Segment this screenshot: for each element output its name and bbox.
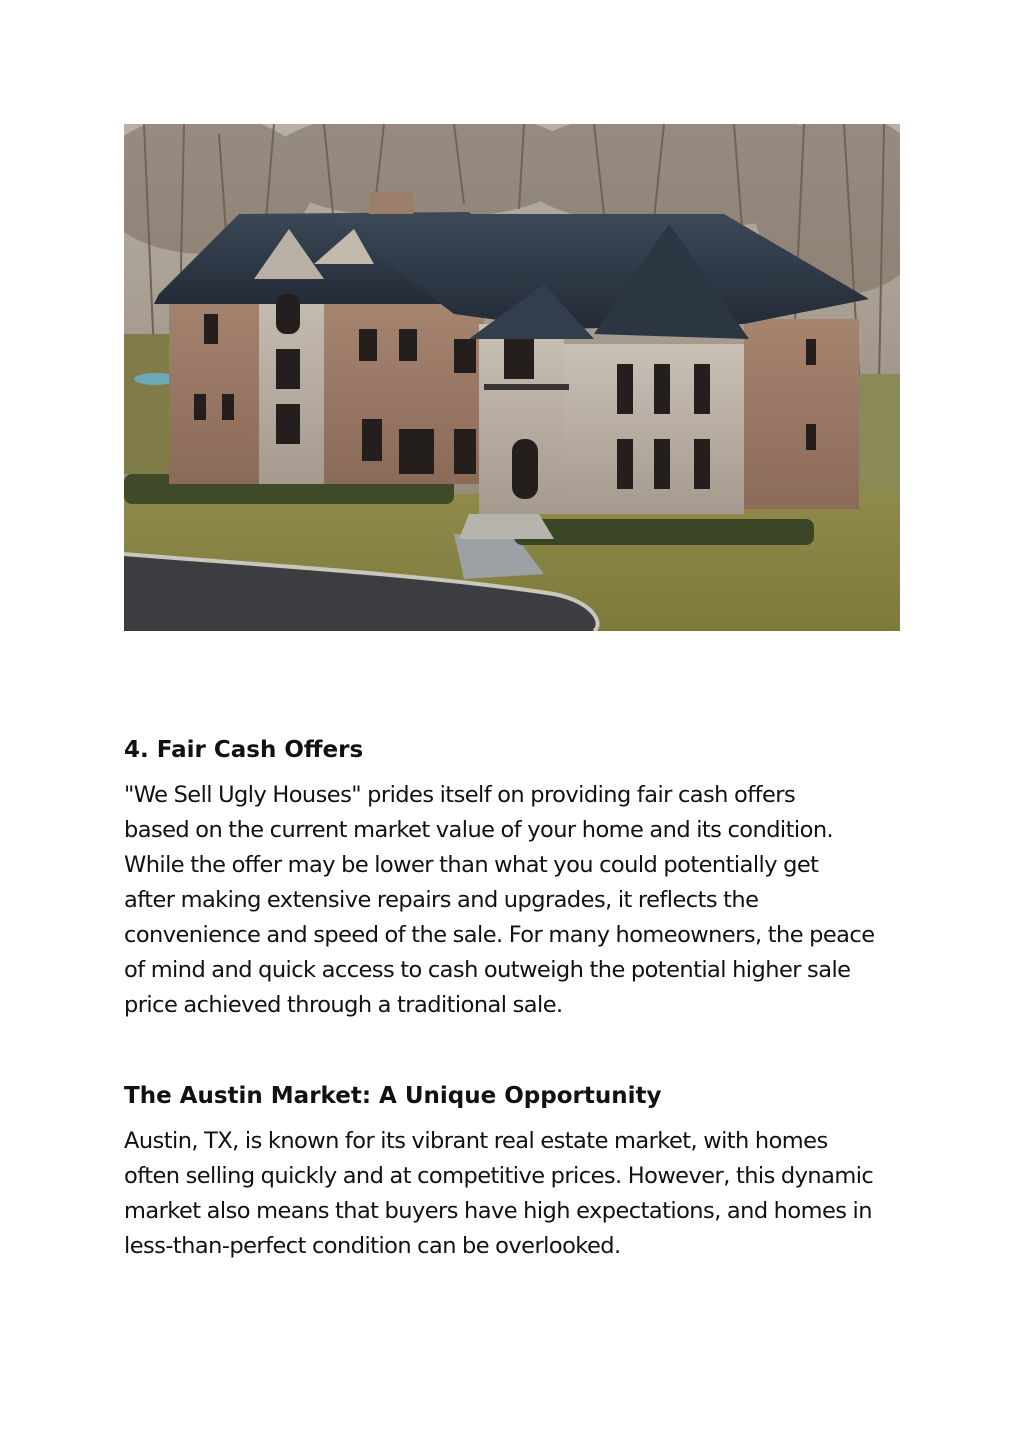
paragraph-line: less-than-perfect condition can be overlooked. bbox=[124, 1233, 621, 1259]
paragraph-line: convenience and speed of the sale. For many homeowners, the peace bbox=[124, 922, 875, 948]
paragraph-line: after making extensive repairs and upgrades, it reflects the bbox=[124, 887, 759, 913]
paragraph-fair-cash-offers bbox=[124, 778, 914, 1023]
paragraph-austin-market bbox=[124, 1124, 914, 1264]
house-photo bbox=[124, 124, 900, 631]
paragraph-line: "We Sell Ugly Houses" prides itself on providing fair cash offers bbox=[124, 782, 796, 808]
paragraph-line: While the offer may be lower than what you could potentially get bbox=[124, 852, 819, 878]
austin-market-section bbox=[124, 1079, 914, 1264]
paragraph-line: of mind and quick access to cash outweigh the potential higher sale bbox=[124, 957, 851, 983]
section-heading-austin-market: The Austin Market: A Unique Opportunity bbox=[124, 1083, 662, 1109]
paragraph-line: market also means that buyers have high expectations, and homes in bbox=[124, 1198, 872, 1224]
paragraph-line: price achieved through a traditional sale. bbox=[124, 992, 563, 1018]
section-heading-fair-cash-offers: 4. Fair Cash Offers bbox=[124, 737, 364, 763]
paragraph-line: Austin, TX, is known for its vibrant real estate market, with homes bbox=[124, 1128, 828, 1154]
paragraph-line: based on the current market value of your home and its condition. bbox=[124, 817, 834, 843]
paragraph-line: often selling quickly and at competitive prices. However, this dynamic bbox=[124, 1163, 874, 1189]
article-body bbox=[124, 733, 914, 1264]
